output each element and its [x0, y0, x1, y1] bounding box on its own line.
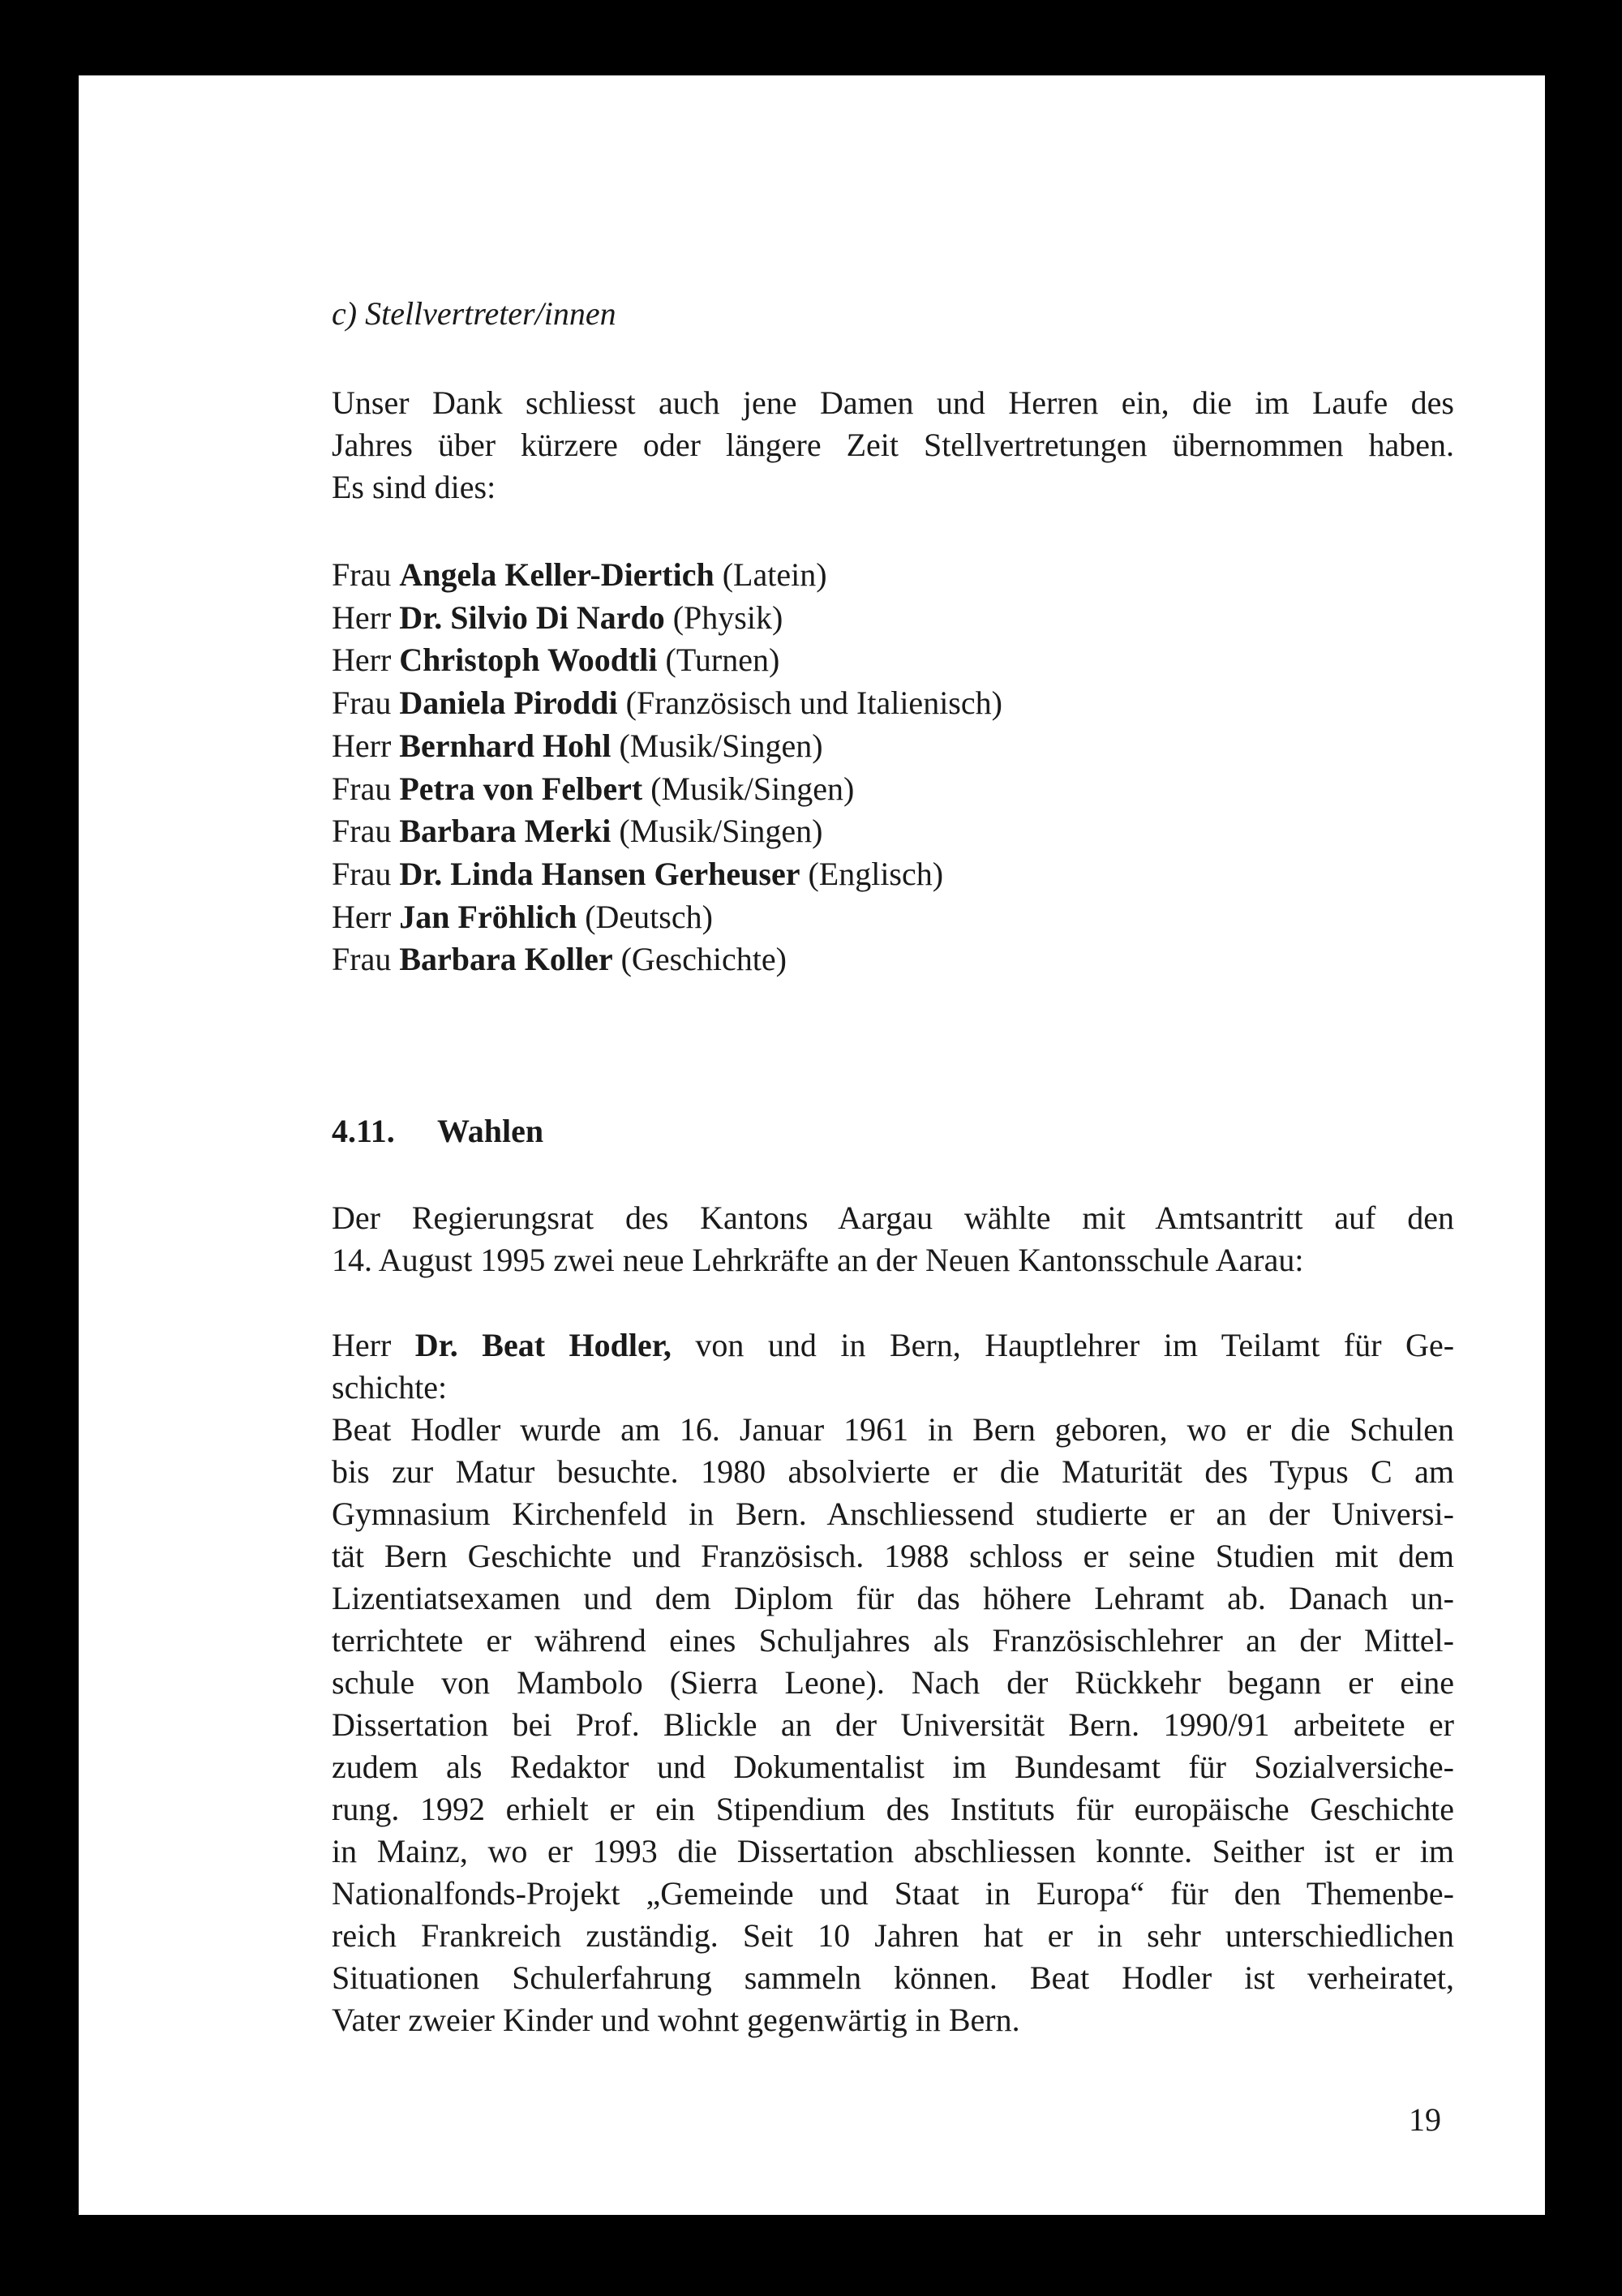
list-item: Herr Dr. Silvio Di Nardo (Physik)	[332, 599, 783, 636]
bio-line: schule von Mambolo (Sierra Leone). Nach der Rückkehr begann er eine	[332, 1664, 1454, 1701]
list-item: Frau Barbara Koller (Geschichte)	[332, 941, 787, 978]
bio-line: Nationalfonds-Projekt „Gemeinde und Staat in Europa“ für den Themenbe-	[332, 1875, 1454, 1912]
person-heading: Herr Dr. Beat Hodler, von und in Bern, Hauptlehrer im Teilamt für Ge-	[332, 1327, 1455, 1363]
wahlen-intro-line: Der Regierungsrat des Kantons Aargau wählte mit Amtsantritt auf den	[332, 1199, 1454, 1236]
person-heading-cont: schichte:	[332, 1369, 448, 1405]
section-heading	[332, 1112, 1454, 1150]
list-item: Frau Angela Keller-Diertich (Latein)	[332, 556, 827, 593]
document-page	[79, 75, 1545, 2215]
list-item: Frau Petra von Felbert (Musik/Singen)	[332, 770, 855, 807]
list-item: Herr Jan Fröhlich (Deutsch)	[332, 898, 713, 935]
bio-line: terrichtete er während eines Schuljahres als Französischlehrer an der Mittel-	[332, 1622, 1454, 1659]
wahlen-intro-paragraph	[332, 1197, 1454, 1281]
intro-line: Es sind dies:	[332, 469, 496, 505]
intro-line: Unser Dank schliesst auch jene Damen und Herren ein, die im Laufe des	[332, 384, 1454, 421]
bio-line: zudem als Redaktor und Dokumentalist im Bundesamt für Sozialversiche-	[332, 1749, 1454, 1785]
person-name: Dr. Beat Hodler,	[414, 1327, 672, 1363]
intro-line: Jahres über kürzere oder längere Zeit Stellvertretungen übernommen haben.	[332, 427, 1454, 463]
bio-line: rung. 1992 erhielt er ein Stipendium des Instituts für europäische Geschichte	[332, 1791, 1454, 1827]
substitutes-list	[332, 554, 1454, 981]
list-item: Frau Daniela Piroddi (Französisch und Italienisch)	[332, 685, 1002, 722]
list-item: Herr Bernhard Hohl (Musik/Singen)	[332, 727, 823, 764]
person-entry	[332, 1324, 1454, 2041]
list-item: Frau Barbara Merki (Musik/Singen)	[332, 813, 823, 850]
section-number: 4.11.	[332, 1113, 395, 1149]
page-number: 19	[1409, 2101, 1441, 2138]
bio-line: Beat Hodler wurde am 16. Januar 1961 in Bern geboren, wo er die Schulen	[332, 1411, 1454, 1448]
list-item: Herr Christoph Woodtli (Turnen)	[332, 642, 780, 679]
bio-line: in Mainz, wo er 1993 die Dissertation abschliessen konnte. Seither ist er im	[332, 1833, 1454, 1869]
bio-line: Lizentiatsexamen und dem Diplom für das höhere Lehramt ab. Danach un-	[332, 1580, 1454, 1616]
bio-line: Gymnasium Kirchenfeld in Bern. Anschliessend studierte er an der Universi-	[332, 1496, 1454, 1532]
bio-line: reich Frankreich zuständig. Seit 10 Jahren hat er in sehr unterschiedlichen	[332, 1917, 1454, 1954]
intro-paragraph	[332, 382, 1454, 509]
subsection-heading: c) Stellvertreter/innen	[332, 295, 616, 332]
wahlen-intro-line: 14. August 1995 zwei neue Lehrkräfte an der Neuen Kantonsschule Aarau:	[332, 1242, 1304, 1278]
list-item: Frau Dr. Linda Hansen Gerheuser (Englisch)	[332, 855, 944, 892]
bio-line: Situationen Schulerfahrung sammeln können. Beat Hodler ist verheiratet,	[332, 1959, 1454, 1996]
bio-line: tät Bern Geschichte und Französisch. 1988 schloss er seine Studien mit dem	[332, 1538, 1454, 1574]
bio-line: Vater zweier Kinder und wohnt gegenwärtig in Bern.	[332, 2002, 1020, 2038]
section-title: Wahlen	[437, 1113, 544, 1149]
bio-line: bis zur Matur besuchte. 1980 absolvierte er die Maturität des Typus C am	[332, 1453, 1454, 1490]
bio-line: Dissertation bei Prof. Blickle an der Universität Bern. 1990/91 arbeitete er	[332, 1706, 1454, 1743]
